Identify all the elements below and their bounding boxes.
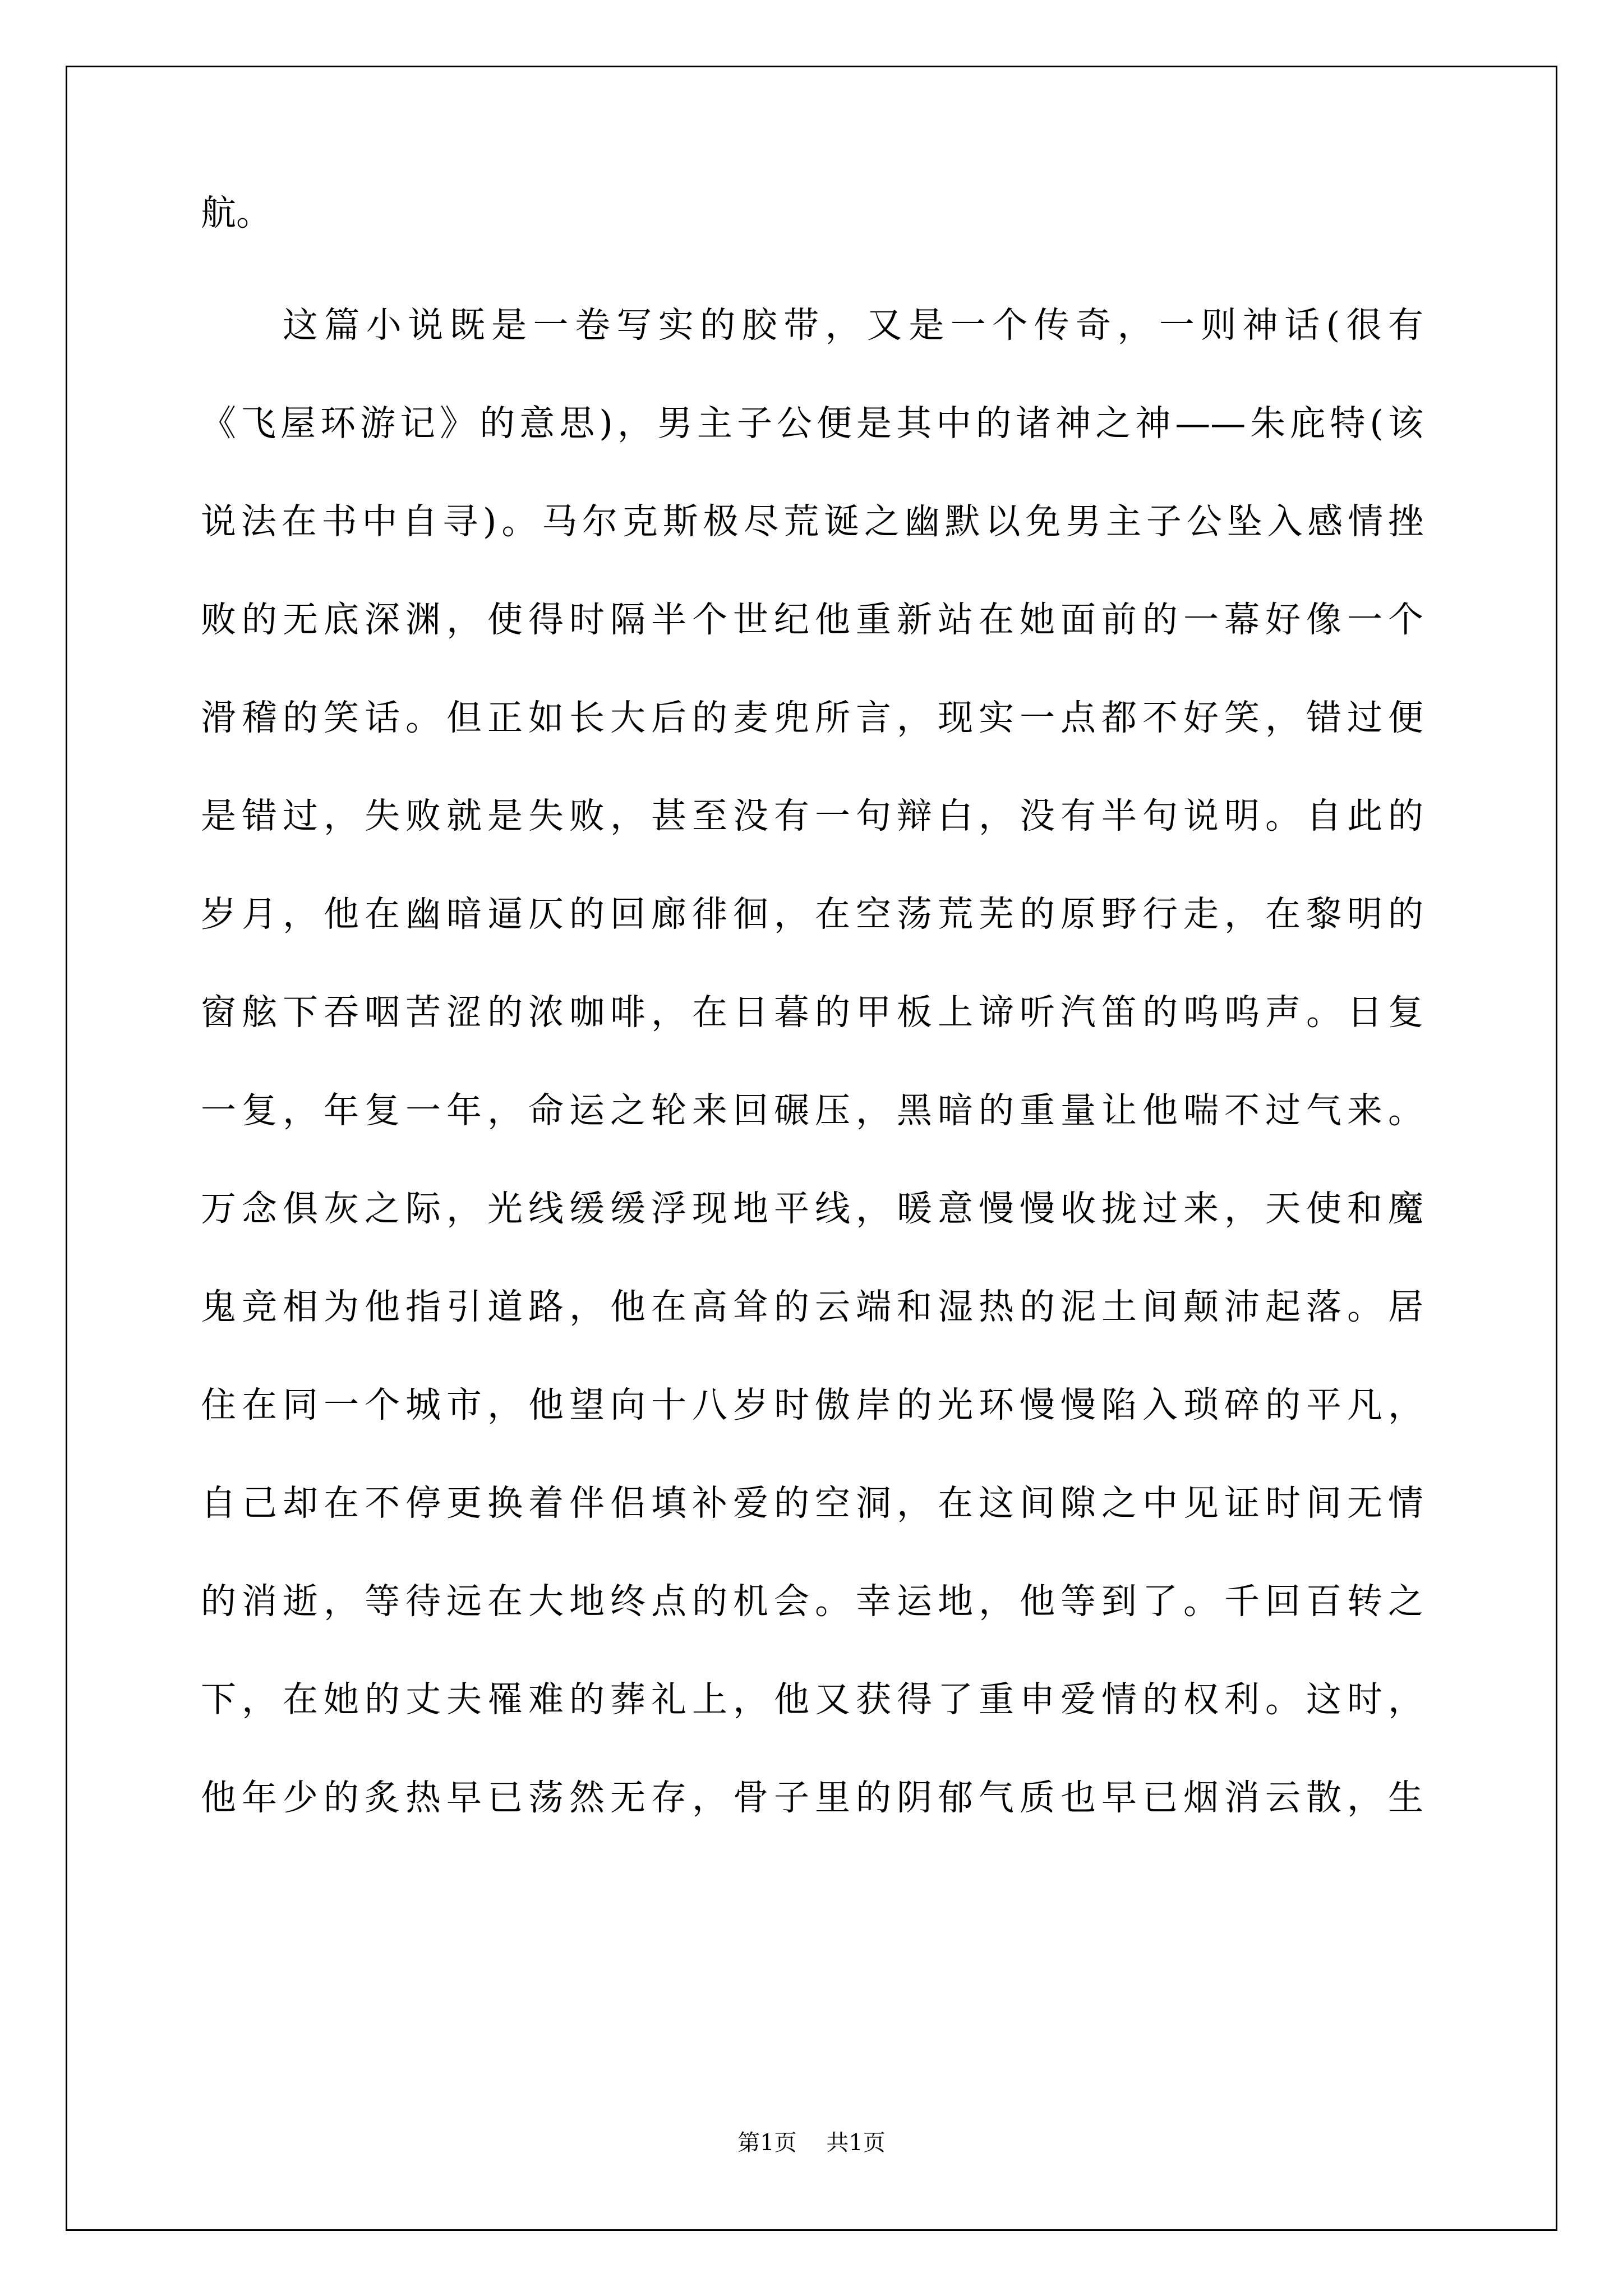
text-line: 一复，年复一年，命运之轮来回碾压，黑暗的重量让他喘不过气来。	[201, 1090, 1423, 1131]
text-line: 鬼竞相为他指引道路，他在高耸的云端和湿热的泥土间颠沛起落。居	[201, 1286, 1423, 1327]
text-line: 说法在书中自寻)。马尔克斯极尽荒诞之幽默以免男主子公坠入感情挫	[201, 501, 1423, 542]
text-line: 的消逝，等待远在大地终点的机会。幸运地，他等到了。千回百转之	[201, 1581, 1423, 1622]
text-line: 败的无底深渊，使得时隔半个世纪他重新站在她面前的一幕好像一个	[201, 599, 1423, 640]
text-line: 窗舷下吞咽苦涩的浓咖啡，在日暮的甲板上谛听汽笛的呜呜声。日复	[201, 992, 1423, 1033]
page-number: 第1页	[737, 2130, 797, 2156]
text-line: 自己却在不停更换着伴侣填补爱的空洞，在这间隙之中见证时间无情	[201, 1483, 1423, 1524]
text-line: 航。	[201, 192, 271, 233]
text-line: 下，在她的丈夫罹难的葬礼上，他又获得了重申爱情的权利。这时，	[201, 1679, 1423, 1720]
text-line: 他年少的炙热早已荡然无存，骨子里的阴郁气质也早已烟消云散，生	[201, 1777, 1423, 1818]
text-line: 岁月，他在幽暗逼仄的回廊徘徊，在空荡荒芜的原野行走，在黎明的	[201, 894, 1423, 935]
text-line: 住在同一个城市，他望向十八岁时傲岸的光环慢慢陷入琐碎的平凡，	[201, 1384, 1423, 1425]
paragraph-first-line: 这篇小说既是一卷写实的胶带，又是一个传奇，一则神话(很有	[283, 305, 1423, 346]
page-total: 共1页	[826, 2130, 886, 2156]
text-line: 《飞屋环游记》的意思)，男主子公便是其中的诸神之神——朱庇特(该	[201, 403, 1423, 444]
page-footer	[0, 2126, 1623, 2160]
text-line: 万念俱灰之际，光线缓缓浮现地平线，暖意慢慢收拢过来，天使和魔	[201, 1188, 1423, 1229]
page-border	[66, 66, 1557, 2231]
text-line: 是错过，失败就是失败，甚至没有一句辩白，没有半句说明。自此的	[201, 795, 1423, 836]
text-line: 滑稽的笑话。但正如长大后的麦兜所言，现实一点都不好笑，错过便	[201, 697, 1423, 738]
